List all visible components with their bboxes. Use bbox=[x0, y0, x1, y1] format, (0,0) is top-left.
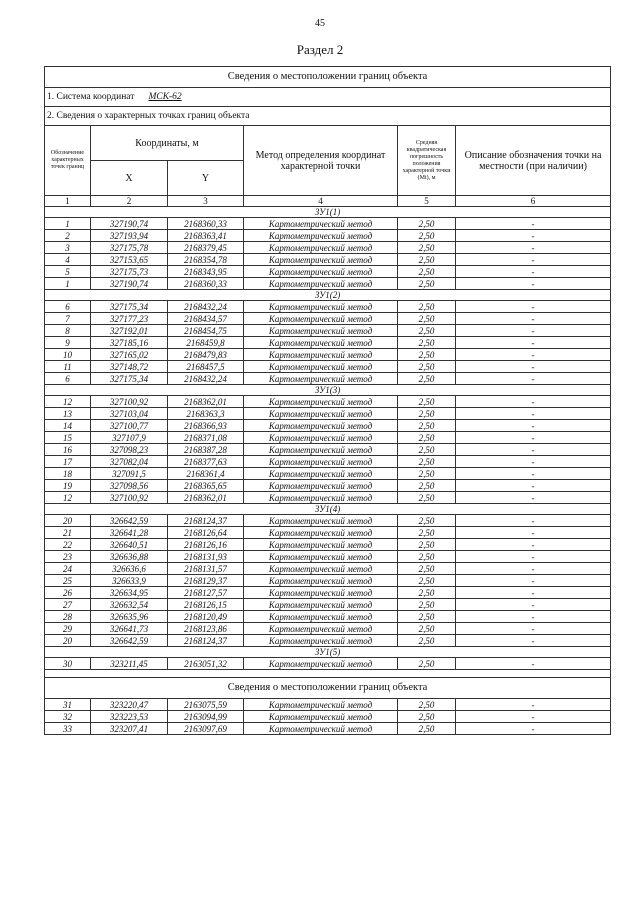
group-name: ЗУ1(3) bbox=[45, 385, 611, 396]
col-number: 5 bbox=[398, 196, 456, 207]
cell-error-value: 2,50 bbox=[398, 515, 456, 527]
cell-coord-x: 327153,65 bbox=[91, 254, 168, 266]
cell-method: Картометрический метод bbox=[244, 480, 398, 492]
cell-description: - bbox=[456, 218, 611, 230]
cell-method: Картометрический метод bbox=[244, 396, 398, 408]
cell-coord-x: 326636,6 bbox=[91, 563, 168, 575]
cell-error-value: 2,50 bbox=[398, 480, 456, 492]
cell-method: Картометрический метод bbox=[244, 623, 398, 635]
cell-coord-y: 2168454,75 bbox=[168, 325, 244, 337]
cell-description: - bbox=[456, 599, 611, 611]
cell-point-name: 32 bbox=[45, 711, 91, 723]
coordinates-table bbox=[44, 66, 611, 735]
cell-point-name: 20 bbox=[45, 635, 91, 647]
cell-point-name: 26 bbox=[45, 587, 91, 599]
cell-description: - bbox=[456, 723, 611, 735]
cell-point-name: 2 bbox=[45, 230, 91, 242]
header-description: Описание обозначения точки на местности (при наличии) bbox=[456, 126, 611, 196]
cell-coord-x: 326642,59 bbox=[91, 515, 168, 527]
cell-error-value: 2,50 bbox=[398, 723, 456, 735]
cell-method: Картометрический метод bbox=[244, 325, 398, 337]
cell-coord-y: 2168126,15 bbox=[168, 599, 244, 611]
cell-error-value: 2,50 bbox=[398, 575, 456, 587]
cell-description: - bbox=[456, 278, 611, 290]
table-row bbox=[45, 527, 611, 539]
table-row bbox=[45, 551, 611, 563]
cell-coord-y: 2168131,57 bbox=[168, 563, 244, 575]
table-row bbox=[45, 599, 611, 611]
cell-point-name: 1 bbox=[45, 278, 91, 290]
col-number: 6 bbox=[456, 196, 611, 207]
cell-coord-x: 327100,92 bbox=[91, 396, 168, 408]
table-row bbox=[45, 575, 611, 587]
group-name: ЗУ1(1) bbox=[45, 207, 611, 218]
cell-error-value: 2,50 bbox=[398, 432, 456, 444]
cell-coord-x: 327175,73 bbox=[91, 266, 168, 278]
cell-coord-x: 327082,04 bbox=[91, 456, 168, 468]
cell-description: - bbox=[456, 699, 611, 711]
cell-coord-x: 326632,54 bbox=[91, 599, 168, 611]
cell-error-value: 2,50 bbox=[398, 444, 456, 456]
cell-error-value: 2,50 bbox=[398, 349, 456, 361]
cell-method: Картометрический метод bbox=[244, 266, 398, 278]
cell-coord-y: 2168123,86 bbox=[168, 623, 244, 635]
cell-description: - bbox=[456, 468, 611, 480]
cell-point-name: 4 bbox=[45, 254, 91, 266]
cell-point-name: 8 bbox=[45, 325, 91, 337]
cell-coord-y: 2168371,08 bbox=[168, 432, 244, 444]
col-number: 2 bbox=[91, 196, 168, 207]
cell-description: - bbox=[456, 539, 611, 551]
cell-description: - bbox=[456, 420, 611, 432]
table-row bbox=[45, 373, 611, 385]
table-row bbox=[45, 456, 611, 468]
cell-error-value: 2,50 bbox=[398, 658, 456, 670]
cell-method: Картометрический метод bbox=[244, 278, 398, 290]
cell-description: - bbox=[456, 635, 611, 647]
cell-description: - bbox=[456, 527, 611, 539]
col-number: 4 bbox=[244, 196, 398, 207]
cell-description: - bbox=[456, 456, 611, 468]
cell-method: Картометрический метод bbox=[244, 242, 398, 254]
cell-coord-x: 327190,74 bbox=[91, 278, 168, 290]
cell-point-name: 11 bbox=[45, 361, 91, 373]
group-row bbox=[45, 385, 611, 396]
table-row bbox=[45, 408, 611, 420]
cell-method: Картометрический метод bbox=[244, 361, 398, 373]
cell-coord-y: 2168432,24 bbox=[168, 373, 244, 385]
cell-method: Картометрический метод bbox=[244, 611, 398, 623]
cell-description: - bbox=[456, 623, 611, 635]
cell-method: Картометрический метод bbox=[244, 527, 398, 539]
cell-error-value: 2,50 bbox=[398, 587, 456, 599]
cell-coord-y: 2168366,93 bbox=[168, 420, 244, 432]
cell-coord-y: 2168126,64 bbox=[168, 527, 244, 539]
cell-description: - bbox=[456, 361, 611, 373]
cell-point-name: 19 bbox=[45, 480, 91, 492]
header-x: X bbox=[91, 161, 168, 196]
cell-coord-y: 2163075,59 bbox=[168, 699, 244, 711]
cell-coord-y: 2168360,33 bbox=[168, 218, 244, 230]
cell-description: - bbox=[456, 515, 611, 527]
cell-coord-x: 327175,34 bbox=[91, 301, 168, 313]
table-row bbox=[45, 723, 611, 735]
group-row bbox=[45, 504, 611, 515]
cell-error-value: 2,50 bbox=[398, 420, 456, 432]
block-title: Сведения о местоположении границ объекта bbox=[45, 67, 611, 88]
cell-description: - bbox=[456, 254, 611, 266]
table-row bbox=[45, 563, 611, 575]
header-coords: Координаты, м bbox=[91, 126, 244, 161]
cell-error-value: 2,50 bbox=[398, 301, 456, 313]
cell-coord-x: 327107,9 bbox=[91, 432, 168, 444]
cell-coord-y: 2168432,24 bbox=[168, 301, 244, 313]
cell-coord-x: 327177,23 bbox=[91, 313, 168, 325]
table-row bbox=[45, 266, 611, 278]
cell-point-name: 1 bbox=[45, 218, 91, 230]
cell-error-value: 2,50 bbox=[398, 373, 456, 385]
cell-method: Картометрический метод bbox=[244, 337, 398, 349]
cell-description: - bbox=[456, 349, 611, 361]
cell-point-name: 15 bbox=[45, 432, 91, 444]
cell-point-name: 23 bbox=[45, 551, 91, 563]
table-row bbox=[45, 396, 611, 408]
cell-error-value: 2,50 bbox=[398, 611, 456, 623]
cell-coord-y: 2163051,32 bbox=[168, 658, 244, 670]
cell-coord-x: 327192,01 bbox=[91, 325, 168, 337]
cell-description: - bbox=[456, 313, 611, 325]
cell-coord-x: 327100,77 bbox=[91, 420, 168, 432]
table-row bbox=[45, 230, 611, 242]
cell-error-value: 2,50 bbox=[398, 266, 456, 278]
cell-coord-y: 2168379,45 bbox=[168, 242, 244, 254]
cell-coord-y: 2168131,93 bbox=[168, 551, 244, 563]
table-row bbox=[45, 492, 611, 504]
cell-description: - bbox=[456, 480, 611, 492]
cell-coord-y: 2168360,33 bbox=[168, 278, 244, 290]
cell-point-name: 29 bbox=[45, 623, 91, 635]
cell-point-name: 6 bbox=[45, 373, 91, 385]
cell-error-value: 2,50 bbox=[398, 361, 456, 373]
cell-coord-y: 2168361,4 bbox=[168, 468, 244, 480]
cell-method: Картометрический метод bbox=[244, 635, 398, 647]
table-row bbox=[45, 539, 611, 551]
cell-point-name: 20 bbox=[45, 515, 91, 527]
cell-description: - bbox=[456, 711, 611, 723]
group-name: ЗУ1(2) bbox=[45, 290, 611, 301]
header-point-name: Обозначение характерных точек границ bbox=[45, 126, 91, 196]
cell-point-name: 14 bbox=[45, 420, 91, 432]
cell-coord-y: 2168459,8 bbox=[168, 337, 244, 349]
cell-coord-y: 2168377,63 bbox=[168, 456, 244, 468]
table-row bbox=[45, 420, 611, 432]
cell-coord-y: 2163097,69 bbox=[168, 723, 244, 735]
table-row bbox=[45, 699, 611, 711]
points-body-2 bbox=[45, 699, 611, 735]
cell-coord-x: 327103,04 bbox=[91, 408, 168, 420]
cell-description: - bbox=[456, 373, 611, 385]
cell-error-value: 2,50 bbox=[398, 396, 456, 408]
cell-method: Картометрический метод bbox=[244, 230, 398, 242]
cell-error-value: 2,50 bbox=[398, 408, 456, 420]
table-row bbox=[45, 254, 611, 266]
cell-coord-y: 2168362,01 bbox=[168, 396, 244, 408]
cell-coord-x: 326641,73 bbox=[91, 623, 168, 635]
cell-method: Картометрический метод bbox=[244, 587, 398, 599]
cell-point-name: 16 bbox=[45, 444, 91, 456]
cell-description: - bbox=[456, 587, 611, 599]
cell-description: - bbox=[456, 492, 611, 504]
cell-point-name: 24 bbox=[45, 563, 91, 575]
cell-point-name: 17 bbox=[45, 456, 91, 468]
cell-error-value: 2,50 bbox=[398, 551, 456, 563]
cell-error-value: 2,50 bbox=[398, 337, 456, 349]
cell-coord-x: 323207,41 bbox=[91, 723, 168, 735]
cell-method: Картометрический метод bbox=[244, 218, 398, 230]
points-body bbox=[45, 207, 611, 670]
cell-coord-y: 2168479,83 bbox=[168, 349, 244, 361]
table-row bbox=[45, 611, 611, 623]
cell-coord-y: 2168127,57 bbox=[168, 587, 244, 599]
table-row bbox=[45, 242, 611, 254]
cell-description: - bbox=[456, 266, 611, 278]
cell-coord-y: 2168363,41 bbox=[168, 230, 244, 242]
block-title-2: Сведения о местоположении границ объекта bbox=[45, 678, 611, 699]
cell-coord-x: 327185,16 bbox=[91, 337, 168, 349]
cell-method: Картометрический метод bbox=[244, 563, 398, 575]
table-row bbox=[45, 623, 611, 635]
cell-method: Картометрический метод bbox=[244, 301, 398, 313]
cell-point-name: 9 bbox=[45, 337, 91, 349]
cell-method: Картометрический метод bbox=[244, 492, 398, 504]
cell-error-value: 2,50 bbox=[398, 699, 456, 711]
cell-coord-x: 327175,34 bbox=[91, 373, 168, 385]
cell-coord-x: 323211,45 bbox=[91, 658, 168, 670]
cell-error-value: 2,50 bbox=[398, 599, 456, 611]
cell-coord-x: 327190,74 bbox=[91, 218, 168, 230]
cell-method: Картометрический метод bbox=[244, 313, 398, 325]
cell-coord-x: 326635,96 bbox=[91, 611, 168, 623]
cell-error-value: 2,50 bbox=[398, 527, 456, 539]
cell-point-name: 18 bbox=[45, 468, 91, 480]
cell-point-name: 25 bbox=[45, 575, 91, 587]
cell-error-value: 2,50 bbox=[398, 456, 456, 468]
cell-coord-y: 2168362,01 bbox=[168, 492, 244, 504]
cell-coord-x: 326633,9 bbox=[91, 575, 168, 587]
cell-method: Картометрический метод bbox=[244, 711, 398, 723]
cell-method: Картометрический метод bbox=[244, 658, 398, 670]
cell-error-value: 2,50 bbox=[398, 468, 456, 480]
cell-point-name: 3 bbox=[45, 242, 91, 254]
points-heading: 2. Сведения о характерных точках границ объекта bbox=[45, 107, 611, 126]
cell-coord-x: 327100,92 bbox=[91, 492, 168, 504]
cell-method: Картометрический метод bbox=[244, 699, 398, 711]
cell-coord-y: 2168124,37 bbox=[168, 635, 244, 647]
cell-method: Картометрический метод bbox=[244, 456, 398, 468]
cell-coord-x: 323223,53 bbox=[91, 711, 168, 723]
table-row bbox=[45, 468, 611, 480]
cell-error-value: 2,50 bbox=[398, 492, 456, 504]
cell-error-value: 2,50 bbox=[398, 313, 456, 325]
page-number: 45 bbox=[315, 18, 325, 29]
cell-coord-x: 327098,23 bbox=[91, 444, 168, 456]
table-row bbox=[45, 337, 611, 349]
cell-coord-x: 326634,95 bbox=[91, 587, 168, 599]
header-error: Средняя квадратическая погрешность положения характерной точки (Mt), м bbox=[398, 126, 456, 196]
table-row bbox=[45, 278, 611, 290]
cell-point-name: 12 bbox=[45, 396, 91, 408]
cell-coord-y: 2168120,49 bbox=[168, 611, 244, 623]
cell-method: Картометрический метод bbox=[244, 723, 398, 735]
cell-point-name: 22 bbox=[45, 539, 91, 551]
header-y: Y bbox=[168, 161, 244, 196]
cell-coord-x: 326641,28 bbox=[91, 527, 168, 539]
cell-method: Картометрический метод bbox=[244, 254, 398, 266]
cell-point-name: 6 bbox=[45, 301, 91, 313]
table-row bbox=[45, 313, 611, 325]
cell-error-value: 2,50 bbox=[398, 711, 456, 723]
cell-description: - bbox=[456, 301, 611, 313]
cell-method: Картометрический метод bbox=[244, 420, 398, 432]
group-row bbox=[45, 647, 611, 658]
table-row bbox=[45, 444, 611, 456]
table-row bbox=[45, 480, 611, 492]
coord-system-value: МСК-62 bbox=[148, 92, 182, 102]
cell-description: - bbox=[456, 563, 611, 575]
cell-method: Картометрический метод bbox=[244, 575, 398, 587]
cell-error-value: 2,50 bbox=[398, 242, 456, 254]
table-row bbox=[45, 711, 611, 723]
cell-coord-y: 2168129,37 bbox=[168, 575, 244, 587]
cell-coord-y: 2168457,5 bbox=[168, 361, 244, 373]
cell-coord-x: 327175,78 bbox=[91, 242, 168, 254]
table-row bbox=[45, 635, 611, 647]
cell-description: - bbox=[456, 575, 611, 587]
cell-coord-x: 326640,51 bbox=[91, 539, 168, 551]
spacer-row bbox=[45, 670, 611, 678]
cell-method: Картометрический метод bbox=[244, 515, 398, 527]
cell-coord-y: 2168434,57 bbox=[168, 313, 244, 325]
cell-method: Картометрический метод bbox=[244, 373, 398, 385]
cell-description: - bbox=[456, 337, 611, 349]
header-method: Метод определения координат характерной точки bbox=[244, 126, 398, 196]
cell-coord-y: 2168363,3 bbox=[168, 408, 244, 420]
cell-point-name: 5 bbox=[45, 266, 91, 278]
cell-method: Картометрический метод bbox=[244, 468, 398, 480]
table-row bbox=[45, 658, 611, 670]
col-number: 1 bbox=[45, 196, 91, 207]
cell-coord-x: 326642,59 bbox=[91, 635, 168, 647]
cell-method: Картометрический метод bbox=[244, 444, 398, 456]
group-row bbox=[45, 290, 611, 301]
table-row bbox=[45, 361, 611, 373]
cell-description: - bbox=[456, 396, 611, 408]
cell-method: Картометрический метод bbox=[244, 551, 398, 563]
cell-description: - bbox=[456, 611, 611, 623]
coord-system-label: 1. Система координат bbox=[47, 92, 135, 102]
cell-point-name: 7 bbox=[45, 313, 91, 325]
table-row bbox=[45, 515, 611, 527]
cell-coord-x: 323220,47 bbox=[91, 699, 168, 711]
table-row bbox=[45, 301, 611, 313]
cell-point-name: 33 bbox=[45, 723, 91, 735]
cell-description: - bbox=[456, 325, 611, 337]
cell-description: - bbox=[456, 658, 611, 670]
cell-coord-x: 327193,94 bbox=[91, 230, 168, 242]
cell-error-value: 2,50 bbox=[398, 230, 456, 242]
cell-coord-y: 2168126,16 bbox=[168, 539, 244, 551]
coord-system-row bbox=[45, 88, 611, 107]
cell-error-value: 2,50 bbox=[398, 254, 456, 266]
cell-error-value: 2,50 bbox=[398, 218, 456, 230]
cell-method: Картометрический метод bbox=[244, 432, 398, 444]
cell-error-value: 2,50 bbox=[398, 539, 456, 551]
cell-coord-y: 2168387,28 bbox=[168, 444, 244, 456]
cell-coord-y: 2163094,99 bbox=[168, 711, 244, 723]
cell-method: Картометрический метод bbox=[244, 599, 398, 611]
cell-description: - bbox=[456, 242, 611, 254]
group-name: ЗУ1(5) bbox=[45, 647, 611, 658]
cell-coord-x: 327091,5 bbox=[91, 468, 168, 480]
cell-description: - bbox=[456, 551, 611, 563]
cell-description: - bbox=[456, 408, 611, 420]
cell-point-name: 13 bbox=[45, 408, 91, 420]
cell-coord-y: 2168354,78 bbox=[168, 254, 244, 266]
table-row bbox=[45, 587, 611, 599]
table-row bbox=[45, 349, 611, 361]
table-row bbox=[45, 218, 611, 230]
cell-method: Картометрический метод bbox=[244, 408, 398, 420]
cell-method: Картометрический метод bbox=[244, 539, 398, 551]
cell-description: - bbox=[456, 444, 611, 456]
cell-coord-y: 2168343,95 bbox=[168, 266, 244, 278]
cell-point-name: 10 bbox=[45, 349, 91, 361]
cell-point-name: 21 bbox=[45, 527, 91, 539]
cell-point-name: 28 bbox=[45, 611, 91, 623]
section-title: Раздел 2 bbox=[296, 42, 344, 57]
cell-coord-x: 327165,02 bbox=[91, 349, 168, 361]
table-row bbox=[45, 325, 611, 337]
cell-point-name: 30 bbox=[45, 658, 91, 670]
cell-coord-x: 327148,72 bbox=[91, 361, 168, 373]
cell-point-name: 27 bbox=[45, 599, 91, 611]
cell-error-value: 2,50 bbox=[398, 635, 456, 647]
cell-error-value: 2,50 bbox=[398, 563, 456, 575]
cell-description: - bbox=[456, 230, 611, 242]
cell-error-value: 2,50 bbox=[398, 623, 456, 635]
group-row bbox=[45, 207, 611, 218]
group-name: ЗУ1(4) bbox=[45, 504, 611, 515]
cell-method: Картометрический метод bbox=[244, 349, 398, 361]
cell-point-name: 12 bbox=[45, 492, 91, 504]
cell-error-value: 2,50 bbox=[398, 325, 456, 337]
cell-coord-y: 2168365,65 bbox=[168, 480, 244, 492]
col-number: 3 bbox=[168, 196, 244, 207]
cell-coord-x: 327098,56 bbox=[91, 480, 168, 492]
cell-description: - bbox=[456, 432, 611, 444]
table-row bbox=[45, 432, 611, 444]
cell-coord-y: 2168124,37 bbox=[168, 515, 244, 527]
cell-coord-x: 326636,88 bbox=[91, 551, 168, 563]
cell-point-name: 31 bbox=[45, 699, 91, 711]
cell-error-value: 2,50 bbox=[398, 278, 456, 290]
